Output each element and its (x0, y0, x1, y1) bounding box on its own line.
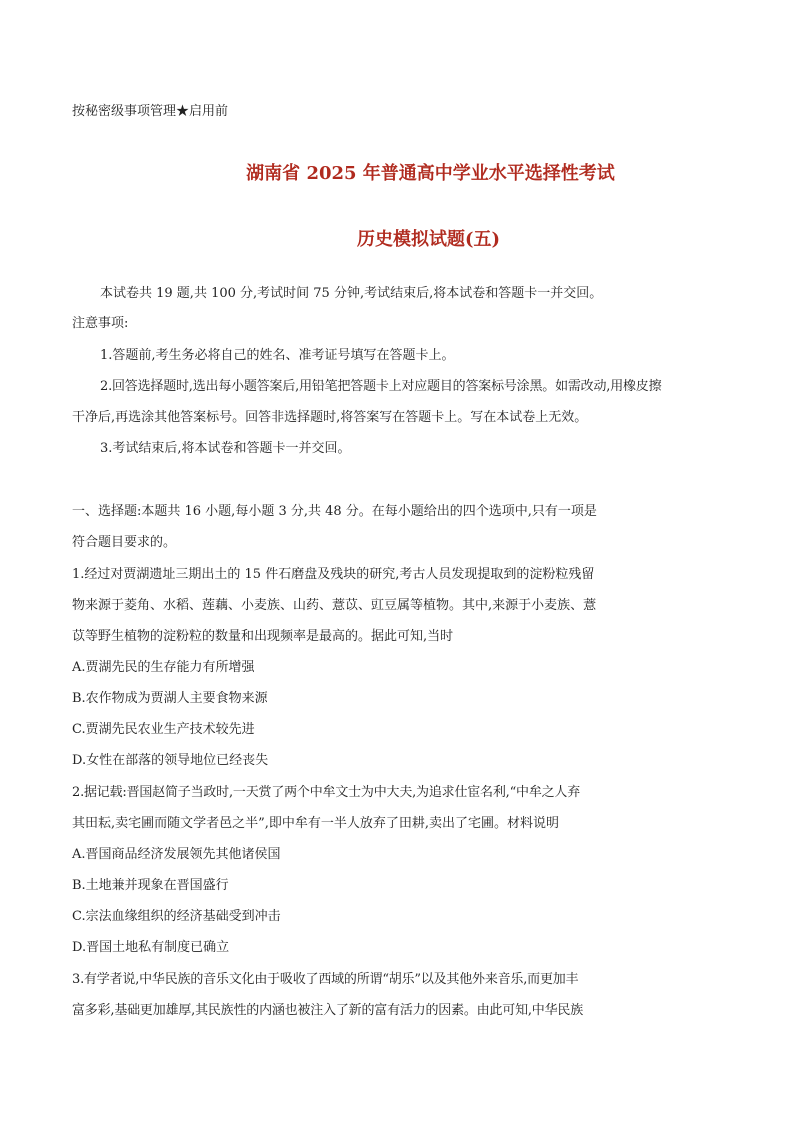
question-1-option-b: B.农作物成为贾湖人主要食物来源 (72, 691, 268, 706)
question-1-stem-line-1: 1.经过对贾湖遗址三期出土的 15 件石磨盘及残块的研究,考古人员发现提取到的淀粉粒残留 (72, 567, 595, 582)
note-item-3: 3.考试结束后,将本试卷和答题卡一并交回。 (100, 441, 351, 456)
question-2-stem-line-1: 2.据记载:晋国赵简子当政时,一天赏了两个中牟文士为中大夫,为追求仕宦名利,“中牟之人弃 (72, 785, 581, 800)
question-1-stem-line-2: 物来源于菱角、水稻、莲藕、小麦族、山药、薏苡、豇豆属等植物。其中,来源于小麦族、薏 (72, 598, 597, 613)
section-heading-line-1: 一、选择题:本题共 16 小题,每小题 3 分,共 48 分。在每小题给出的四个选项中,只有一项是 (72, 504, 597, 519)
confidential-label: 按秘密级事项管理★启用前 (72, 104, 229, 119)
question-2-option-c: C.宗法血缘组织的经济基础受到冲击 (72, 909, 281, 924)
question-1-option-a: A.贾湖先民的生存能力有所增强 (72, 660, 255, 675)
intro-text: 本试卷共 19 题,共 100 分,考试时间 75 分钟,考试结束后,将本试卷和答题卡一并交回。 (100, 286, 603, 301)
notes-heading: 注意事项: (72, 316, 129, 331)
question-3-stem-line-1: 3.有学者说,中华民族的音乐文化由于吸收了西域的所谓“胡乐”以及其他外来音乐,而更加丰 (72, 972, 579, 987)
question-3-stem-line-2: 富多彩,基础更加雄厚,其民族性的内涵也被注入了新的富有活力的因素。由此可知,中华民族 (72, 1003, 583, 1018)
exam-title: 湖南省 2025 年普通高中学业水平选择性考试 (246, 163, 615, 184)
section-heading-line-2: 符合题目要求的。 (72, 535, 177, 550)
question-1-option-d: D.女性在部落的领导地位已经丧失 (72, 753, 269, 768)
note-item-2-line-2: 干净后,再选涂其他答案标号。回答非选择题时,将答案写在答题卡上。写在本试卷上无效。 (72, 410, 588, 425)
question-1-option-c: C.贾湖先民农业生产技术较先进 (72, 722, 255, 737)
question-2-option-d: D.晋国土地私有制度已确立 (72, 940, 230, 955)
exam-subtitle: 历史模拟试题(五) (356, 229, 501, 250)
question-2-option-b: B.土地兼并现象在晋国盛行 (72, 878, 229, 893)
note-item-1: 1.答题前,考生务必将自己的姓名、准考证号填写在答题卡上。 (100, 348, 455, 363)
question-2-stem-line-2: 其田耘,卖宅圃而随文学者邑之半”,即中牟有一半人放弃了田耕,卖出了宅圃。材料说明 (72, 816, 560, 831)
note-item-2-line-1: 2.回答选择题时,选出每小题答案后,用铅笔把答题卡上对应题目的答案标号涂黑。如需改动,用橡皮擦 (100, 379, 662, 394)
question-2-option-a: A.晋国商品经济发展领先其他诸侯国 (72, 847, 281, 862)
question-1-stem-line-3: 苡等野生植物的淀粉粒的数量和出现频率是最高的。据此可知,当时 (72, 629, 454, 644)
